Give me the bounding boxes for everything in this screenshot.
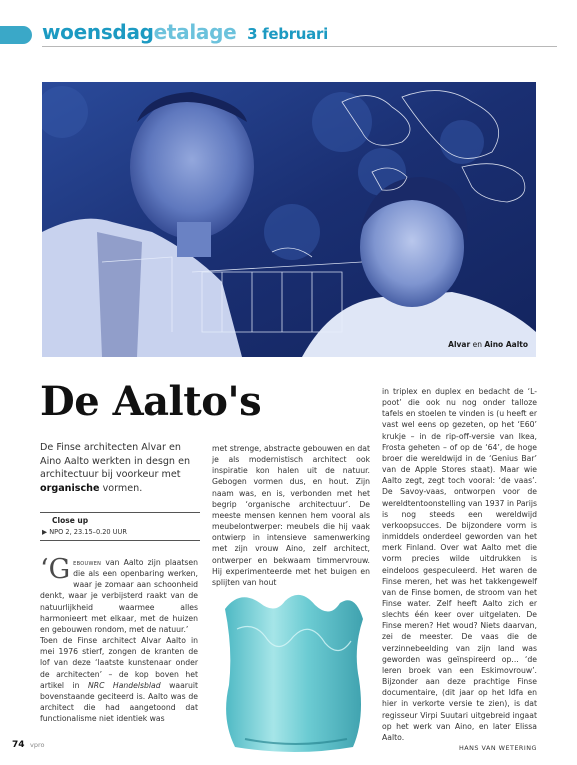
- photo-caption-and: en: [470, 340, 485, 349]
- col1-paragraph2: [40, 635, 198, 724]
- article-title: De Aalto's: [40, 378, 262, 425]
- col1-text2-after: waaruit bovenstaande geciteerd is. Aalto was de architect die had aangetoond dat functionalisme niet identiek was: [40, 680, 198, 724]
- savoy-vase-image: [215, 589, 370, 757]
- col3-text: in triplex en duplex en bedacht de ‘L-poot’ die ook nu nog onder talloze tafels en stoelen te vinden is (u heeft er vast wel eens op gezeten, op het ‘E60’ krukje – in de rip-off-versie van Ikea, Frosta geheten – of op de ‘64’, de hoge broer die wereldwijd in de ‘Genius Bar’ van de Apple Stores staat). Maar wie Aalto zegt, zegt toch vooral: ‘de vaas’. De Savoy-vaas, ontworpen voor de wereldtentoonstelling van 1937 in Parijs is nog steeds een wereldwijd verkoopsucces. De bijzondere vorm is inmiddels onderdeel geworden van het merk Finland. Over wat Aalto met die vorm precies wilde uitdrukken is eindeloos gespeculeerd. Het waren de Finse meren, het was het takkengewelf van de Finse bomen, de stroom van het Finse water. Zelf heeft Aalto zich er slechts één keer over uitgelaten. De Finse meren? Het woud? Niets daarvan, zei de meester. De vaas die de verzinnebeelding van zijn land was geworden was geïnspireerd op... ‘de leren broek van een Eskimovrouw’. Bijzonder aan deze prachtige Finse documentaire, (dit jaar op het Idfa en hier in verkorte versie te zien), is dat regisseur Virpi Suutari uitgebreid ingaat op het werk van Aino, en later Elissa Aalto.: [382, 387, 537, 742]
- article-column-2: [212, 443, 370, 588]
- header-accent-bar: [0, 26, 32, 44]
- page-number: 74: [12, 740, 25, 750]
- closeup-broadcast-info: [42, 528, 127, 536]
- closeup-rule-bottom: [40, 540, 200, 541]
- header-word-etalage: etalage: [153, 20, 237, 44]
- col1-text: van Aalto zijn plaatsen die als een openbaring werken, waar je zomaar aan schoonheid denkt, waar je verbijsterd raakt van de natuurlijkheid waarmee alles harmonieert met elkaar, met de huizen en gebouwen rondom, met de natuur.’: [40, 558, 198, 634]
- closeup-rule-top: [40, 512, 200, 513]
- closeup-info-text: NPO 2, 23.15–0.20 UUR: [49, 528, 127, 536]
- photo-caption-name2: Aino Aalto: [484, 340, 528, 349]
- photo-caption: [448, 340, 528, 349]
- header-date: 3 februari: [247, 25, 328, 43]
- col1-smallcaps: ebouwen: [73, 558, 102, 567]
- closeup-title: Close up: [52, 516, 89, 525]
- intro-text-after: vormen.: [99, 482, 143, 494]
- col1-paragraph1: [40, 554, 198, 635]
- col2-text: met strenge, abstracte gebouwen en dat je als modernistisch architect ook inspiratie kon halen uit de natuur. Gebogen vormen dus, en hout. Zijn naam was, en is, verbonden met het begrip ‘organische architectuur’. De meeste mensen kennen hem vooral als meubelontwerper: meubels die hij vaak ontwierp in intensieve samenwerking met zijn vrouw Aino, zelf architect, ontwerper en bekwaam timmervrouw. Hij experimenteerde met het buigen en splijten van hout: [212, 444, 370, 587]
- col1-text2-italic: NRC Handelsblad: [88, 680, 161, 690]
- intro-text-before: De Finse architecten Alvar en Aino Aalto werkten in desgn en architectuur bij voorkeur met: [40, 442, 191, 481]
- hero-photo: [42, 82, 536, 357]
- article-signature: HANS VAN WETERING: [458, 744, 537, 752]
- magazine-name: vpro: [30, 741, 45, 749]
- header-word-woensdag: woensdag: [42, 20, 154, 44]
- header-rule: [42, 46, 557, 47]
- play-arrow-icon: ▶: [42, 528, 48, 536]
- hero-photo-illustration: [42, 82, 536, 357]
- col1-text2-before: Toen de Finse architect Alvar Aalto in mei 1976 stierf, zongen de kranten de lof van deze ‘laatste kunstenaar onder de architecten’ – de kop boven het artikel in: [40, 636, 198, 690]
- section-header: [42, 20, 328, 44]
- article-column-1: [40, 554, 198, 724]
- intro-bold: organische: [40, 482, 100, 494]
- article-column-3: [382, 386, 537, 754]
- dropcap: ‘G: [40, 554, 71, 585]
- article-intro: [40, 441, 205, 495]
- photo-caption-name1: Alvar: [448, 340, 471, 349]
